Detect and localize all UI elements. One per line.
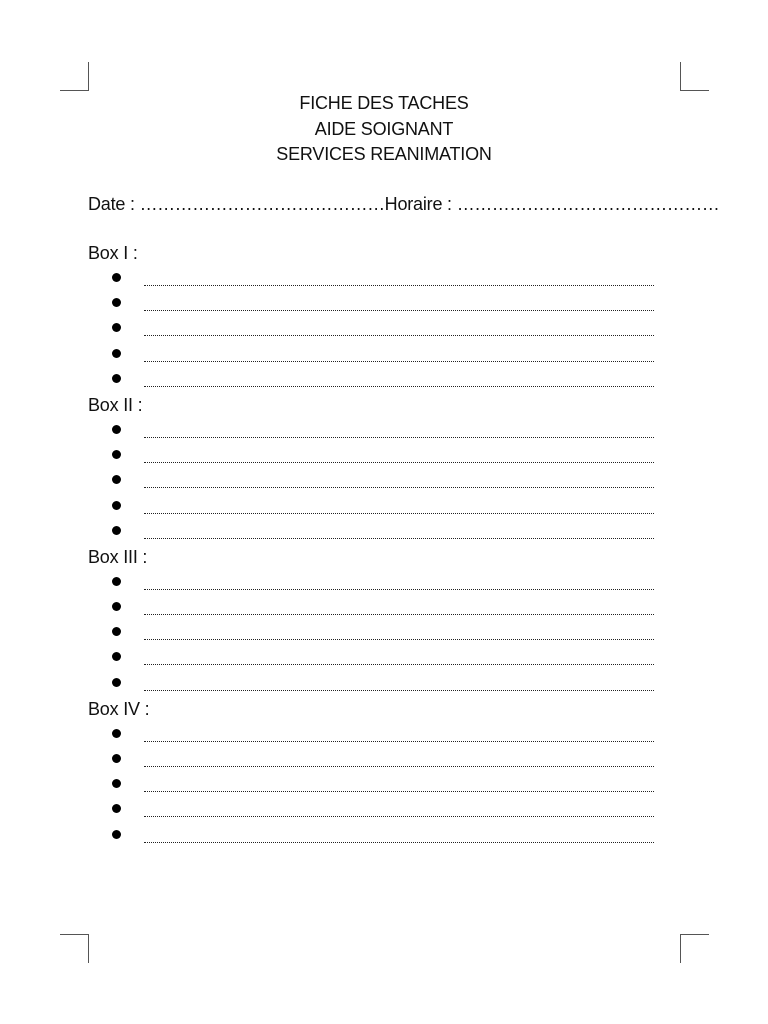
task-line-list: [88, 570, 668, 696]
horaire-field[interactable]: ………………………………………: [456, 194, 720, 214]
task-fill-line[interactable]: [144, 690, 654, 691]
task-line: [88, 519, 668, 544]
task-fill-line[interactable]: [144, 462, 654, 463]
bullet-icon: [112, 678, 121, 687]
task-line: [88, 747, 668, 772]
task-line: [88, 494, 668, 519]
task-fill-line[interactable]: [144, 513, 654, 514]
bullet-icon: [112, 830, 121, 839]
task-fill-line[interactable]: [144, 386, 654, 387]
task-line: [88, 443, 668, 468]
task-line-list: [88, 266, 668, 392]
box-section-title: Box IV :: [88, 698, 150, 719]
crop-mark-top-left: [60, 62, 89, 91]
task-line: [88, 823, 668, 848]
bullet-icon: [112, 475, 121, 484]
bullet-icon: [112, 779, 121, 788]
task-fill-line[interactable]: [144, 361, 654, 362]
bullet-icon: [112, 273, 121, 282]
bullet-icon: [112, 652, 121, 661]
box-section-title: Box III :: [88, 546, 148, 567]
box-section-title: Box II :: [88, 394, 143, 415]
crop-mark-top-right: [680, 62, 709, 91]
task-line: [88, 266, 668, 291]
task-line: [88, 772, 668, 797]
bullet-icon: [112, 425, 121, 434]
box-section-title: Box I :: [88, 243, 138, 263]
task-fill-line[interactable]: [144, 335, 654, 336]
title-line-1: FICHE DES TACHES: [299, 93, 469, 113]
task-line: [88, 671, 668, 696]
horaire-label: Horaire :: [384, 194, 452, 214]
title-line-2: AIDE SOIGNANT: [314, 118, 454, 139]
task-fill-line[interactable]: [144, 766, 654, 767]
task-fill-line[interactable]: [144, 487, 654, 488]
box-section: [88, 544, 668, 696]
box-section: [88, 240, 668, 392]
task-fill-line[interactable]: [144, 310, 654, 311]
task-line: [88, 620, 668, 645]
bullet-icon: [112, 526, 121, 535]
box-sections: [88, 240, 668, 848]
task-fill-line[interactable]: [144, 285, 654, 286]
bullet-icon: [112, 729, 121, 738]
bullet-icon: [112, 577, 121, 586]
bullet-icon: [112, 374, 121, 383]
task-fill-line[interactable]: [144, 437, 654, 438]
date-field[interactable]: ……………………………………: [139, 194, 385, 214]
bullet-icon: [112, 602, 121, 611]
date-label: Date :: [88, 194, 135, 214]
task-line: [88, 595, 668, 620]
task-line: [88, 645, 668, 670]
date-horaire-line: [88, 192, 719, 216]
box-section: [88, 696, 668, 848]
task-line: [88, 797, 668, 822]
bullet-icon: [112, 323, 121, 332]
title-line-3: SERVICES REANIMATION: [276, 144, 492, 164]
task-line-list: [88, 722, 668, 848]
task-line: [88, 367, 668, 392]
task-fill-line[interactable]: [144, 741, 654, 742]
bullet-icon: [112, 501, 121, 510]
task-line: [88, 418, 668, 443]
document-title: [0, 91, 768, 168]
bullet-icon: [112, 754, 121, 763]
crop-mark-bottom-right: [680, 934, 709, 963]
bullet-icon: [112, 298, 121, 307]
bullet-icon: [112, 349, 121, 358]
task-fill-line[interactable]: [144, 842, 654, 843]
task-line: [88, 722, 668, 747]
crop-mark-bottom-left: [60, 934, 89, 963]
task-line-list: [88, 418, 668, 544]
task-line: [88, 570, 668, 595]
task-line: [88, 291, 668, 316]
task-fill-line[interactable]: [144, 791, 654, 792]
task-fill-line[interactable]: [144, 816, 654, 817]
task-fill-line[interactable]: [144, 664, 654, 665]
task-fill-line[interactable]: [144, 589, 654, 590]
bullet-icon: [112, 804, 121, 813]
task-fill-line[interactable]: [144, 538, 654, 539]
task-line: [88, 316, 668, 341]
bullet-icon: [112, 450, 121, 459]
task-line: [88, 468, 668, 493]
bullet-icon: [112, 627, 121, 636]
box-section: [88, 392, 668, 544]
task-line: [88, 342, 668, 367]
task-fill-line[interactable]: [144, 639, 654, 640]
task-fill-line[interactable]: [144, 614, 654, 615]
